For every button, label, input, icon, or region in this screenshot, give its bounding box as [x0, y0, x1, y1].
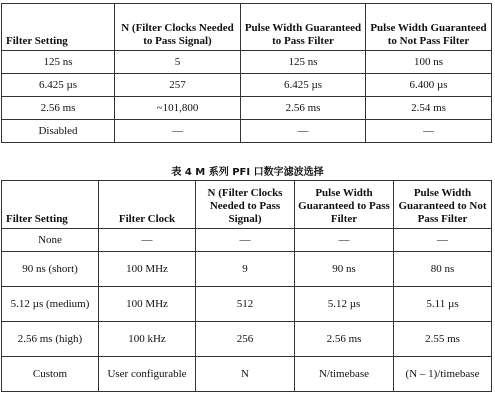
cell: 90 ns: [295, 252, 394, 287]
cell: 2.56 ms: [2, 97, 115, 120]
cell: —: [295, 229, 394, 252]
table-row: [2, 357, 492, 392]
cell: None: [2, 229, 99, 252]
header-n-filter-clocks: N (Filter Clocks Needed to Pass Signal): [115, 4, 241, 51]
table-header-row: [2, 4, 492, 51]
cell: 90 ns (short): [2, 252, 99, 287]
cell: —: [241, 120, 366, 143]
header-filter-setting: Filter Setting: [2, 181, 99, 229]
cell: 2.55 ms: [394, 322, 492, 357]
cell: 5: [115, 51, 241, 74]
cell: User configurable: [99, 357, 196, 392]
header-filter-setting: Filter Setting: [2, 4, 115, 51]
table-row: [2, 97, 492, 120]
cell: 125 ns: [2, 51, 115, 74]
cell: Disabled: [2, 120, 115, 143]
cell: 100 MHz: [99, 252, 196, 287]
cell: (N – 1)/timebase: [394, 357, 492, 392]
header-n-filter-clocks: N (Filter Clocks Needed to Pass Signal): [196, 181, 295, 229]
cell: 100 kHz: [99, 322, 196, 357]
cell: Custom: [2, 357, 99, 392]
cell: 2.54 ms: [366, 97, 492, 120]
table-caption: 表 4 M 系列 PFI 口数字滤波选择: [171, 167, 324, 178]
header-filter-clock: Filter Clock: [99, 181, 196, 229]
filter-table-1: [1, 3, 492, 143]
cell: 100 MHz: [99, 287, 196, 322]
table-row: [2, 74, 492, 97]
cell: —: [115, 120, 241, 143]
header-pulse-pass: Pulse Width Guaranteed to Pass Filter: [295, 181, 394, 229]
table-row: [2, 120, 492, 143]
table-row: [2, 322, 492, 357]
table-row: [2, 287, 492, 322]
cell: ~101,800: [115, 97, 241, 120]
cell: 5.12 µs (medium): [2, 287, 99, 322]
cell: 125 ns: [241, 51, 366, 74]
cell: 6.400 µs: [366, 74, 492, 97]
cell: 6.425 µs: [2, 74, 115, 97]
cell: 257: [115, 74, 241, 97]
filter-table-2: [1, 180, 492, 392]
cell: 80 ns: [394, 252, 492, 287]
cell: 2.56 ms: [295, 322, 394, 357]
cell: —: [366, 120, 492, 143]
cell: —: [196, 229, 295, 252]
table-row: [2, 252, 492, 287]
table-row: [2, 229, 492, 252]
cell: 256: [196, 322, 295, 357]
table-header-row: [2, 181, 492, 229]
cell: 9: [196, 252, 295, 287]
header-pulse-not-pass: Pulse Width Guaranteed to Not Pass Filter: [366, 4, 492, 51]
cell: 5.12 µs: [295, 287, 394, 322]
header-pulse-not-pass: Pulse Width Guaranteed to Not Pass Filter: [394, 181, 492, 229]
cell: —: [99, 229, 196, 252]
cell: N/timebase: [295, 357, 394, 392]
cell: 5.11 µs: [394, 287, 492, 322]
header-pulse-pass: Pulse Width Guaranteed to Pass Filter: [241, 4, 366, 51]
cell: N: [196, 357, 295, 392]
table-row: [2, 51, 492, 74]
cell: 512: [196, 287, 295, 322]
cell: 2.56 ms: [241, 97, 366, 120]
cell: 100 ns: [366, 51, 492, 74]
cell: 6.425 µs: [241, 74, 366, 97]
cell: 2.56 ms (high): [2, 322, 99, 357]
cell: —: [394, 229, 492, 252]
